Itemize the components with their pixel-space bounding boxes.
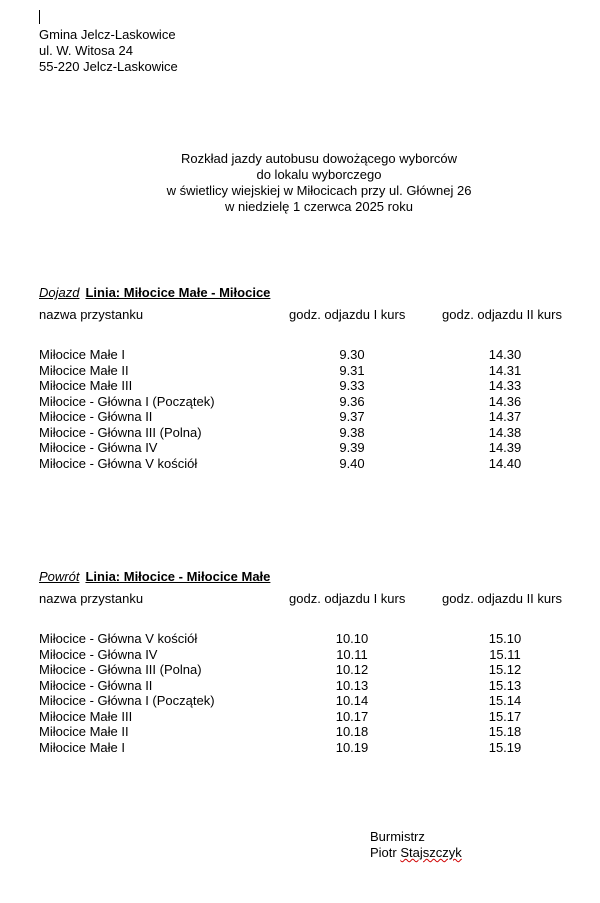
stop-name-cell: Miłocice Małe II	[39, 724, 129, 739]
table-row	[39, 693, 579, 709]
section-direction: Dojazd	[39, 285, 80, 300]
first-run-time-cell: 9.33	[339, 378, 365, 393]
section-title	[39, 569, 579, 585]
table-row	[39, 631, 579, 647]
section-direction: Powrót	[39, 569, 80, 584]
section-line-label: Linia: Miłocice Małe - Miłocice	[85, 285, 271, 300]
stop-name-cell: Miłocice Małe I	[39, 739, 125, 755]
document-title	[0, 151, 600, 215]
table-row	[39, 647, 579, 663]
first-run-time-cell: 10.11	[336, 646, 368, 662]
signature-first-name: Piotr	[370, 845, 397, 860]
first-run-time-cell: 9.38	[339, 424, 365, 440]
second-run-time-cell: 14.40	[488, 455, 522, 471]
second-run-time-cell: 14.39	[488, 440, 522, 455]
table-row	[39, 425, 579, 441]
header-second-run: godz. odjazdu II kurs	[442, 591, 562, 606]
second-run-time-cell: 15.11	[489, 646, 521, 662]
first-run-time-cell: 9.37	[339, 409, 365, 424]
table-header	[39, 307, 579, 323]
stop-name-cell: Miłocice Małe III	[39, 708, 133, 724]
section-title	[39, 285, 579, 301]
stop-name-cell: Miłocice - Główna V kościół	[39, 455, 198, 471]
address-line-1: Gmina Jelcz-Laskowice	[39, 27, 176, 42]
table-header	[39, 591, 579, 607]
table-row	[39, 409, 579, 425]
second-run-time-cell: 14.37	[488, 409, 522, 424]
table-row	[39, 440, 579, 456]
title-line-4: w niedzielę 1 czerwca 2025 roku	[225, 199, 413, 214]
second-run-time-cell: 14.30	[488, 347, 522, 362]
schedule-section-outbound	[39, 285, 579, 471]
signature-name	[370, 845, 462, 861]
address-line-2: ul. W. Witosa 24	[39, 43, 133, 58]
signature-block	[370, 829, 462, 861]
stop-name-cell: Miłocice Małe III	[39, 378, 133, 393]
first-run-time-cell: 10.12	[335, 662, 369, 677]
title-line-2: do lokalu wyborczego	[256, 167, 382, 182]
table-row	[39, 662, 579, 678]
first-run-time-cell: 9.30	[339, 347, 365, 362]
stop-name-cell: Miłocice - Główna IV	[39, 440, 158, 455]
table-row	[39, 394, 579, 410]
second-run-time-cell: 14.31	[488, 362, 522, 378]
stop-name-cell: Miłocice Małe I	[39, 347, 125, 362]
second-run-time-cell: 14.36	[488, 393, 522, 409]
stop-name-cell: Miłocice - Główna II	[39, 409, 153, 424]
table-row	[39, 363, 579, 379]
second-run-time-cell: 15.12	[488, 662, 522, 677]
header-first-run: godz. odjazdu I kurs	[289, 307, 406, 322]
table-row	[39, 740, 579, 756]
stop-name-cell: Miłocice - Główna V kościół	[39, 631, 198, 646]
table-row	[39, 724, 579, 740]
table-row	[39, 378, 579, 394]
header-first-run: godz. odjazdu I kurs	[289, 591, 406, 606]
header-second-run: godz. odjazdu II kurs	[442, 307, 562, 322]
first-run-time-cell: 9.39	[339, 440, 365, 455]
first-run-time-cell: 10.14	[335, 693, 369, 708]
second-run-time-cell: 15.13	[488, 677, 522, 693]
first-run-time-cell: 10.13	[335, 677, 369, 693]
stop-name-cell: Miłocice Małe II	[39, 362, 129, 378]
title-line-1: Rozkład jazdy autobusu dowożącego wyborców	[180, 151, 458, 166]
signature-last-name: Stajszczyk	[400, 845, 462, 860]
second-run-time-cell: 15.17	[488, 708, 522, 724]
table-row	[39, 456, 579, 472]
stop-name-cell: Miłocice - Główna III (Polna)	[39, 424, 202, 440]
title-line-3: w świetlicy wiejskiej w Miłocicach przy ul. Głównej 26	[166, 183, 472, 198]
header-stop-name: nazwa przystanku	[39, 591, 144, 606]
stop-name-cell: Miłocice - Główna I (Początek)	[39, 693, 215, 708]
second-run-time-cell: 15.10	[488, 631, 522, 646]
sender-address	[39, 27, 178, 75]
second-run-time-cell: 15.18	[488, 724, 522, 739]
first-run-time-cell: 9.40	[339, 455, 365, 471]
second-run-time-cell: 15.19	[488, 739, 522, 755]
second-run-time-cell: 14.33	[488, 378, 522, 393]
text-cursor	[39, 10, 40, 24]
header-stop-name: nazwa przystanku	[39, 307, 144, 322]
table-row	[39, 347, 579, 363]
table-row	[39, 709, 579, 725]
stop-name-cell: Miłocice - Główna IV	[39, 646, 158, 662]
first-run-time-cell: 9.36	[339, 393, 365, 409]
first-run-time-cell: 10.19	[335, 739, 369, 755]
signature-role: Burmistrz	[370, 829, 425, 844]
schedule-section-return	[39, 569, 579, 755]
first-run-time-cell: 10.10	[335, 631, 369, 646]
first-run-time-cell: 9.31	[339, 362, 365, 378]
stop-name-cell: Miłocice - Główna II	[39, 677, 153, 693]
table-row	[39, 678, 579, 694]
stop-name-cell: Miłocice - Główna III (Polna)	[39, 662, 202, 677]
second-run-time-cell: 14.38	[488, 424, 522, 440]
stop-name-cell: Miłocice - Główna I (Początek)	[39, 393, 215, 409]
second-run-time-cell: 15.14	[488, 693, 522, 708]
section-line-label: Linia: Miłocice - Miłocice Małe	[85, 569, 271, 584]
first-run-time-cell: 10.17	[335, 708, 369, 724]
address-line-3: 55-220 Jelcz-Laskowice	[39, 59, 178, 74]
first-run-time-cell: 10.18	[335, 724, 369, 739]
table-body	[39, 347, 579, 471]
table-body	[39, 631, 579, 755]
